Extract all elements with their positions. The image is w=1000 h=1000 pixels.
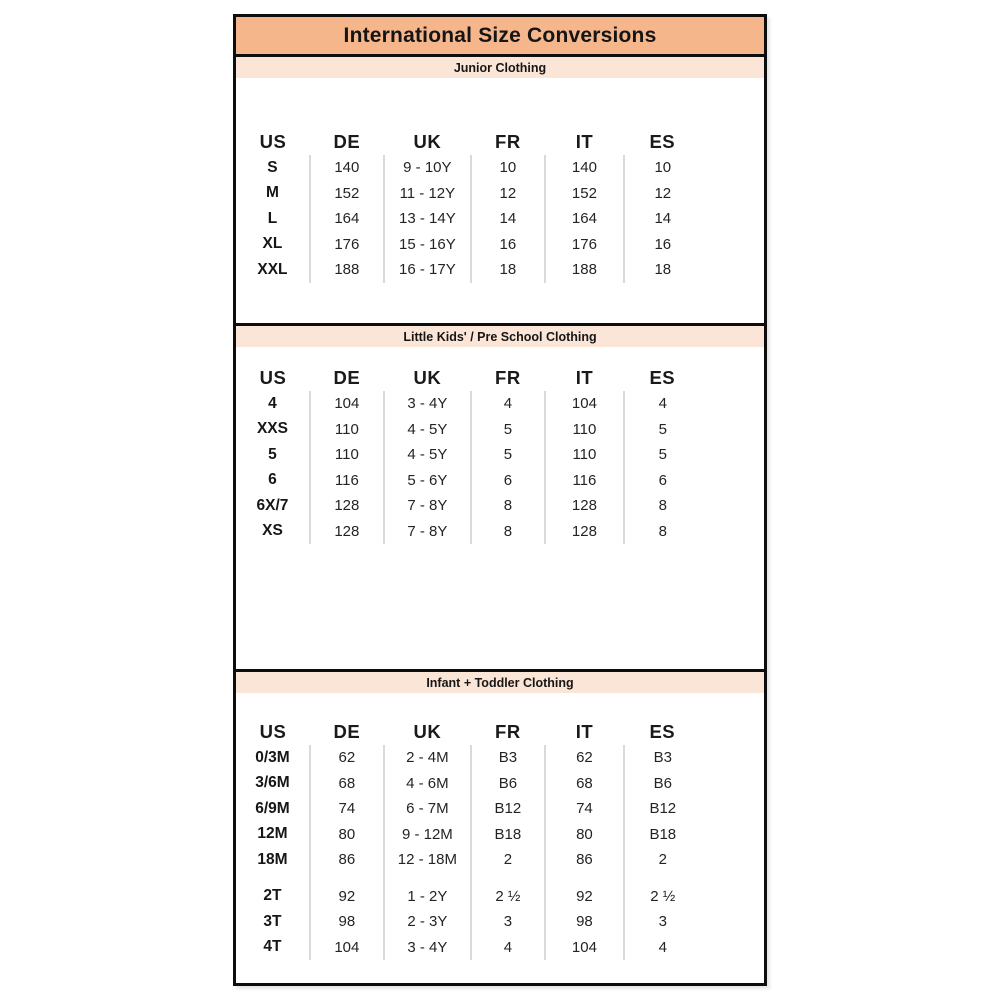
spacer-cell xyxy=(701,519,764,545)
size-table-infant-toddler-clothing xyxy=(236,718,764,960)
table-row xyxy=(236,796,764,822)
spacer-cell xyxy=(701,935,764,961)
cell-de: 164 xyxy=(310,206,384,232)
cell-fr: 8 xyxy=(471,493,545,519)
spacer-cell xyxy=(701,771,764,797)
cell-us: XL xyxy=(262,235,283,253)
header-row xyxy=(236,718,764,745)
cell-es: 4 xyxy=(624,935,701,961)
cell-fr: 5 xyxy=(471,417,545,443)
cell-us: 6/9M xyxy=(255,799,290,817)
column-header-it: IT xyxy=(575,720,594,742)
cell-es: 18 xyxy=(624,257,701,283)
cell-de: 104 xyxy=(310,935,384,961)
cell-uk: 2 - 3Y xyxy=(384,909,471,935)
cell-fr: 8 xyxy=(471,519,545,545)
cell-uk: 15 - 16Y xyxy=(384,232,471,258)
cell-es: 14 xyxy=(624,206,701,232)
cell-fr: 4 xyxy=(471,391,545,417)
size-table-little-kids-pre-school-clothing xyxy=(236,364,764,544)
cell-fr: 10 xyxy=(471,155,545,181)
column-header-us: US xyxy=(259,366,287,388)
cell-es: 2 ½ xyxy=(624,884,701,910)
spacer-cell xyxy=(701,847,764,873)
cell-de: 74 xyxy=(310,796,384,822)
spacer-cell xyxy=(701,391,764,417)
column-header-es: ES xyxy=(649,366,676,388)
gap-cell xyxy=(236,873,310,884)
cell-us: L xyxy=(267,209,278,227)
spacer-cell xyxy=(701,468,764,494)
cell-de: 128 xyxy=(310,519,384,545)
cell-us: M xyxy=(265,184,279,202)
cell-uk: 9 - 10Y xyxy=(384,155,471,181)
spacer-cell xyxy=(701,417,764,443)
cell-fr: 4 xyxy=(471,935,545,961)
spacer-cell xyxy=(701,155,764,181)
cell-uk: 2 - 4M xyxy=(384,745,471,771)
cell-uk: 5 - 6Y xyxy=(384,468,471,494)
spacer-cell xyxy=(701,796,764,822)
cell-us: 2T xyxy=(263,887,282,905)
spacer-cell xyxy=(701,822,764,848)
spacer-cell xyxy=(701,884,764,910)
cell-uk: 3 - 4Y xyxy=(384,935,471,961)
size-table-junior-clothing xyxy=(236,128,764,283)
spacer-column xyxy=(701,364,764,391)
cell-it: 98 xyxy=(545,909,624,935)
cell-de: 116 xyxy=(310,468,384,494)
cell-it: 110 xyxy=(545,417,624,443)
table-row xyxy=(236,493,764,519)
cell-it: 74 xyxy=(545,796,624,822)
cell-it: 80 xyxy=(545,822,624,848)
cell-uk: 7 - 8Y xyxy=(384,519,471,545)
cell-it: 104 xyxy=(545,935,624,961)
column-header-fr: FR xyxy=(495,720,521,742)
section-title: Little Kids' / Pre School Clothing xyxy=(236,326,764,347)
cell-es: 8 xyxy=(624,493,701,519)
cell-us: 6 xyxy=(268,471,277,489)
cell-it: 140 xyxy=(545,155,624,181)
spacer-cell xyxy=(701,493,764,519)
cell-uk: 3 - 4Y xyxy=(384,391,471,417)
cell-uk: 9 - 12M xyxy=(384,822,471,848)
cell-fr: B3 xyxy=(471,745,545,771)
cell-us: XS xyxy=(262,522,283,540)
cell-fr: B18 xyxy=(471,822,545,848)
cell-fr: 12 xyxy=(471,181,545,207)
section-title: Junior Clothing xyxy=(236,57,764,78)
cell-de: 62 xyxy=(310,745,384,771)
cell-it: 164 xyxy=(545,206,624,232)
section-infant-toddler-clothing xyxy=(236,669,764,983)
cell-de: 128 xyxy=(310,493,384,519)
table-row xyxy=(236,232,764,258)
cell-de: 152 xyxy=(310,181,384,207)
cell-uk: 13 - 14Y xyxy=(384,206,471,232)
cell-de: 110 xyxy=(310,417,384,443)
gap-cell xyxy=(384,873,471,884)
cell-de: 86 xyxy=(310,847,384,873)
cell-us: 18M xyxy=(257,850,288,868)
cell-uk: 16 - 17Y xyxy=(384,257,471,283)
cell-it: 116 xyxy=(545,468,624,494)
spacer-cell xyxy=(701,442,764,468)
row-group-gap xyxy=(236,873,764,884)
cell-fr: B6 xyxy=(471,771,545,797)
table-row xyxy=(236,909,764,935)
table-row xyxy=(236,181,764,207)
cell-it: 68 xyxy=(545,771,624,797)
table-row xyxy=(236,391,764,417)
cell-fr: B12 xyxy=(471,796,545,822)
column-header-fr: FR xyxy=(495,130,521,152)
cell-us: 4 xyxy=(268,394,277,412)
column-header-fr: FR xyxy=(495,366,521,388)
cell-es: 5 xyxy=(624,417,701,443)
cell-fr: 5 xyxy=(471,442,545,468)
section-content xyxy=(236,78,764,323)
table-row xyxy=(236,257,764,283)
cell-es: B6 xyxy=(624,771,701,797)
section-title: Infant + Toddler Clothing xyxy=(236,672,764,693)
cell-uk: 4 - 6M xyxy=(384,771,471,797)
spacer-cell xyxy=(701,257,764,283)
table-row xyxy=(236,745,764,771)
cell-uk: 4 - 5Y xyxy=(384,417,471,443)
table-row xyxy=(236,442,764,468)
cell-us: 0/3M xyxy=(255,748,290,766)
spacer-cell xyxy=(701,181,764,207)
cell-it: 188 xyxy=(545,257,624,283)
table-row xyxy=(236,468,764,494)
column-header-uk: UK xyxy=(413,720,442,742)
spacer-cell xyxy=(701,232,764,258)
spacer-column xyxy=(701,128,764,155)
header-row xyxy=(236,364,764,391)
table-row xyxy=(236,935,764,961)
column-header-it: IT xyxy=(575,130,594,152)
cell-de: 80 xyxy=(310,822,384,848)
column-header-es: ES xyxy=(649,130,676,152)
cell-fr: 16 xyxy=(471,232,545,258)
cell-fr: 14 xyxy=(471,206,545,232)
gap-cell xyxy=(310,873,384,884)
column-header-us: US xyxy=(259,720,287,742)
table-row xyxy=(236,822,764,848)
cell-fr: 18 xyxy=(471,257,545,283)
cell-fr: 2 xyxy=(471,847,545,873)
cell-it: 128 xyxy=(545,493,624,519)
table-row xyxy=(236,206,764,232)
cell-de: 104 xyxy=(310,391,384,417)
cell-it: 152 xyxy=(545,181,624,207)
cell-us: 3/6M xyxy=(255,774,290,792)
cell-de: 188 xyxy=(310,257,384,283)
cell-it: 86 xyxy=(545,847,624,873)
spacer-cell xyxy=(701,206,764,232)
title-bar xyxy=(236,17,764,57)
cell-us: S xyxy=(267,158,278,176)
table-row xyxy=(236,771,764,797)
section-junior-clothing xyxy=(236,57,764,323)
cell-es: 6 xyxy=(624,468,701,494)
gap-cell xyxy=(545,873,624,884)
cell-us: 4T xyxy=(263,938,282,956)
spacer-cell xyxy=(701,909,764,935)
gap-cell xyxy=(471,873,545,884)
cell-uk: 1 - 2Y xyxy=(384,884,471,910)
table-row xyxy=(236,884,764,910)
table-row xyxy=(236,417,764,443)
header-row xyxy=(236,128,764,155)
sections-container xyxy=(236,57,764,983)
cell-es: 16 xyxy=(624,232,701,258)
cell-de: 176 xyxy=(310,232,384,258)
cell-es: 3 xyxy=(624,909,701,935)
cell-es: B12 xyxy=(624,796,701,822)
cell-us: XXS xyxy=(256,420,288,438)
column-header-de: DE xyxy=(333,130,361,152)
cell-it: 104 xyxy=(545,391,624,417)
column-header-uk: UK xyxy=(413,130,442,152)
cell-fr: 6 xyxy=(471,468,545,494)
cell-es: 5 xyxy=(624,442,701,468)
cell-es: 10 xyxy=(624,155,701,181)
section-little-kids-pre-school-clothing xyxy=(236,323,764,669)
cell-fr: 3 xyxy=(471,909,545,935)
cell-uk: 12 - 18M xyxy=(384,847,471,873)
cell-es: B18 xyxy=(624,822,701,848)
cell-uk: 7 - 8Y xyxy=(384,493,471,519)
column-header-us: US xyxy=(259,130,287,152)
column-header-de: DE xyxy=(333,366,361,388)
section-content xyxy=(236,693,764,983)
cell-it: 62 xyxy=(545,745,624,771)
cell-es: 4 xyxy=(624,391,701,417)
cell-de: 92 xyxy=(310,884,384,910)
table-row xyxy=(236,155,764,181)
cell-es: 8 xyxy=(624,519,701,545)
gap-cell xyxy=(624,873,701,884)
column-header-de: DE xyxy=(333,720,361,742)
section-content xyxy=(236,347,764,669)
cell-uk: 6 - 7M xyxy=(384,796,471,822)
column-header-it: IT xyxy=(575,366,594,388)
cell-us: 12M xyxy=(257,825,288,843)
cell-es: 12 xyxy=(624,181,701,207)
cell-it: 110 xyxy=(545,442,624,468)
gap-cell xyxy=(701,873,764,884)
cell-us: 5 xyxy=(268,445,277,463)
cell-it: 176 xyxy=(545,232,624,258)
cell-it: 128 xyxy=(545,519,624,545)
cell-de: 140 xyxy=(310,155,384,181)
column-header-es: ES xyxy=(649,720,676,742)
spacer-cell xyxy=(701,745,764,771)
table-row xyxy=(236,847,764,873)
spacer-column xyxy=(701,718,764,745)
column-header-uk: UK xyxy=(413,366,442,388)
table-row xyxy=(236,519,764,545)
cell-us: 6X/7 xyxy=(256,496,289,514)
cell-de: 68 xyxy=(310,771,384,797)
cell-us: XXL xyxy=(257,260,288,278)
cell-it: 92 xyxy=(545,884,624,910)
cell-es: 2 xyxy=(624,847,701,873)
cell-us: 3T xyxy=(263,912,282,930)
size-conversion-sheet xyxy=(233,14,767,986)
cell-uk: 11 - 12Y xyxy=(384,181,471,207)
page-title: International Size Conversions xyxy=(343,23,657,47)
cell-es: B3 xyxy=(624,745,701,771)
cell-de: 98 xyxy=(310,909,384,935)
cell-de: 110 xyxy=(310,442,384,468)
cell-fr: 2 ½ xyxy=(471,884,545,910)
cell-uk: 4 - 5Y xyxy=(384,442,471,468)
